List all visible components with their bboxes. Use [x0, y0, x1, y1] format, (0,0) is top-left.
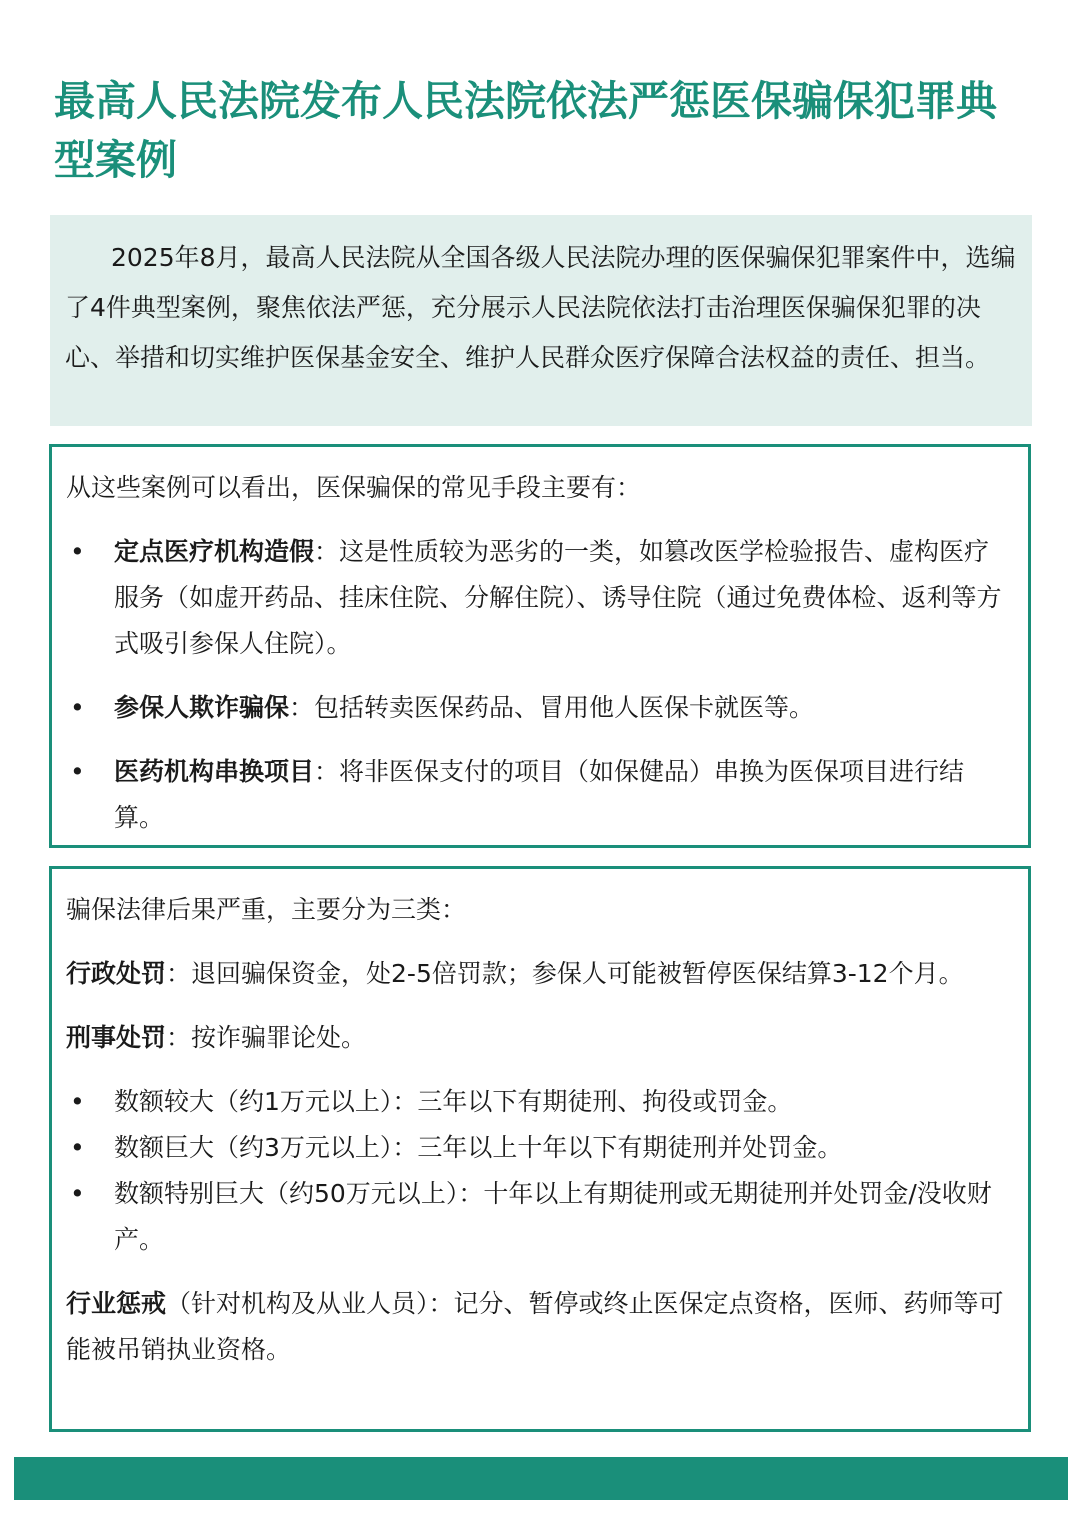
list-item: [66, 1171, 1014, 1263]
intro-paragraph: 2025年8月，最高人民法院从全国各级人民法院办理的医保骗保犯罪案件中，选编了4件典型案例，聚焦依法严惩，充分展示人民法院依法打击治理医保骗保犯罪的决心、举措和切实维护医保基金安全、维护人民群众医疗保障合法权益的责任、担当。: [65, 243, 1016, 372]
list-item: [66, 749, 1014, 841]
means-term: 定点医疗机构造假: [114, 537, 315, 566]
industry-term: 行业惩戒: [66, 1289, 167, 1318]
bullet-icon: •: [70, 1087, 85, 1116]
fraud-means-card: [49, 444, 1031, 848]
means-list: [66, 529, 1014, 841]
criminal-tier-text: 数额巨大（约3万元以上）：三年以上十年以下有期徒刑并处罚金。: [114, 1133, 843, 1162]
bullet-icon: •: [70, 537, 85, 566]
administrative-text: ：退回骗保资金，处2-5倍罚款；参保人可能被暂停医保结算3-12个月。: [166, 959, 964, 988]
bullet-icon: •: [70, 1179, 85, 1208]
bullet-icon: •: [70, 693, 85, 722]
administrative-term: 行政处罚: [66, 959, 167, 988]
criminal-tier-text: 数额较大（约1万元以上）：三年以下有期徒刑、拘役或罚金。: [114, 1087, 793, 1116]
criminal-tiers-list: [66, 1079, 1014, 1263]
list-item: [66, 529, 1014, 667]
footer-bar: [14, 1457, 1068, 1500]
industry-text: （针对机构及从业人员）：记分、暂停或终止医保定点资格，医师、药师等可能被吊销执业资格。: [66, 1289, 1004, 1364]
page-title: 最高人民法院发布人民法院依法严惩医保骗保犯罪典型案例: [54, 77, 997, 184]
list-item: [66, 1125, 1014, 1171]
means-term: 参保人欺诈骗保: [114, 693, 290, 722]
criminal-tier-text: 数额特别巨大（约50万元以上）：十年以上有期徒刑或无期徒刑并处罚金/没收财产。: [114, 1179, 992, 1254]
criminal-penalty: [66, 1015, 1014, 1061]
criminal-term: 刑事处罚: [66, 1023, 167, 1052]
bullet-icon: •: [70, 757, 85, 786]
penalty-heading: 骗保法律后果严重，主要分为三类：: [66, 895, 467, 924]
list-item: [66, 1079, 1014, 1125]
intro-box: [50, 215, 1032, 426]
industry-penalty: [66, 1281, 1014, 1373]
means-term: 医药机构串换项目: [114, 757, 315, 786]
means-heading: 从这些案例可以看出，医保骗保的常见手段主要有：: [66, 473, 642, 502]
criminal-text: ：按诈骗罪论处。: [166, 1023, 367, 1052]
means-text: ：将非医保支付的项目（如保健品）串换为医保项目进行结算。: [114, 757, 965, 832]
means-text: ：这是性质较为恶劣的一类，如篡改医学检验报告、虚构医疗服务（如虚开药品、挂床住院、分解住院）、诱导住院（通过免费体检、返利等方式吸引参保人住院）。: [114, 537, 1002, 658]
means-text: ：包括转卖医保药品、冒用他人医保卡就医等。: [289, 693, 815, 722]
legal-consequences-card: [49, 866, 1031, 1432]
bullet-icon: •: [70, 1133, 85, 1162]
list-item: [66, 685, 1014, 731]
administrative-penalty: [66, 951, 1014, 997]
